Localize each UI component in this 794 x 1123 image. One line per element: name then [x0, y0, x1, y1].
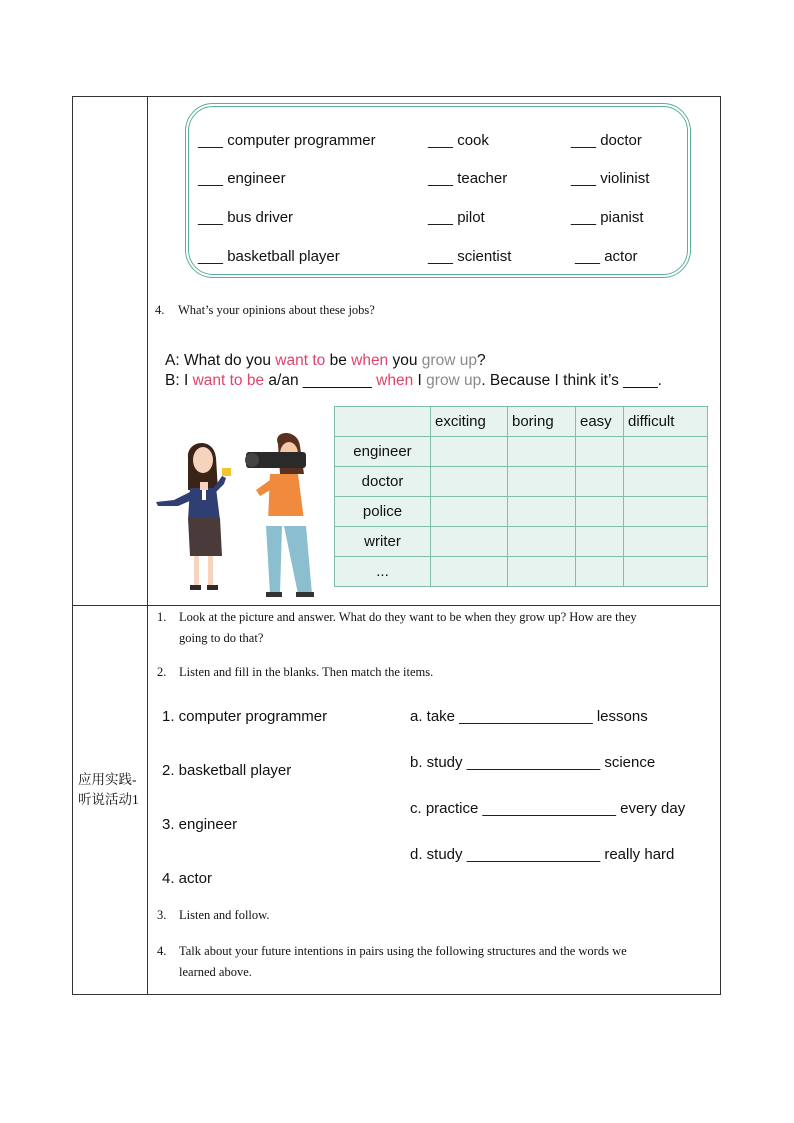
opinion-answer-cell[interactable]: [508, 557, 576, 587]
practice-q1-number: 1.: [157, 610, 167, 624]
opinion-row-label: writer: [335, 527, 431, 557]
job-item: ___ actor: [575, 248, 638, 265]
job-item: ___ doctor: [571, 132, 642, 149]
match-left-item-4: 4. actor: [162, 870, 213, 887]
opinion-header-cell: exciting: [431, 407, 508, 437]
opinion-answer-cell[interactable]: [576, 497, 624, 527]
practice-q3-text: Listen and follow.: [179, 908, 270, 922]
dialogue-a-when: when: [351, 352, 389, 369]
practice-q4-line1: Talk about your future intentions in pairs using the following structures and the words we: [179, 944, 627, 958]
opinion-answer-cell[interactable]: [431, 497, 508, 527]
practice-q3-number: 3.: [157, 908, 167, 922]
opinion-answer-cell[interactable]: [431, 557, 508, 587]
dialogue-b-want: want to be: [192, 372, 265, 389]
practice-q4-line2: learned above.: [179, 965, 252, 979]
practice-q1-line2: going to do that?: [179, 631, 264, 645]
opinion-answer-cell[interactable]: [576, 527, 624, 557]
opinion-answer-cell[interactable]: [431, 437, 508, 467]
opinion-answer-cell[interactable]: [624, 467, 708, 497]
opinion-answer-cell[interactable]: [508, 437, 576, 467]
job-item: ___ cook: [428, 132, 489, 149]
opinion-header-cell: easy: [576, 407, 624, 437]
opinion-header-cell: boring: [508, 407, 576, 437]
job-item: ___ computer programmer: [198, 132, 376, 149]
match-left-item-2: 2. basketball player: [162, 762, 292, 779]
opinion-table: [334, 406, 708, 587]
dialogue-a-want: want to: [275, 352, 326, 369]
opinion-answer-cell[interactable]: [508, 527, 576, 557]
opinion-row-label: engineer: [335, 437, 431, 467]
row-divider: [72, 605, 721, 606]
question-4-text: What’s your opinions about these jobs?: [178, 303, 375, 317]
match-right-item-d: d. study ________________ really hard: [410, 846, 675, 863]
opinion-answer-cell[interactable]: [508, 497, 576, 527]
opinion-row-label: doctor: [335, 467, 431, 497]
match-left-item-3: 3. engineer: [162, 816, 238, 833]
activity-label: 应用实践-听说活动1: [78, 772, 139, 807]
column-divider: [147, 96, 148, 995]
job-item: ___ pilot: [428, 209, 485, 226]
dialogue-a-grow: grow up: [421, 352, 477, 369]
job-item: ___ scientist: [428, 248, 512, 265]
opinion-row-label: police: [335, 497, 431, 527]
dialogue-b: [165, 372, 662, 390]
practice-q4-number: 4.: [157, 944, 167, 958]
match-right-item-c: c. practice ________________ every day: [410, 800, 686, 817]
reporter-figure: [156, 443, 231, 590]
dialogue-a: [165, 352, 486, 370]
opinion-answer-cell[interactable]: [576, 467, 624, 497]
opinion-answer-cell[interactable]: [508, 467, 576, 497]
opinion-answer-cell[interactable]: [624, 497, 708, 527]
dialogue-a-be: be: [325, 352, 352, 369]
opinion-answer-cell[interactable]: [624, 437, 708, 467]
opinion-header-cell: difficult: [624, 407, 708, 437]
dialogue-b-when: when: [376, 372, 414, 389]
practice-q1-line1: Look at the picture and answer. What do they want to be when they grow up? How are they: [179, 610, 637, 624]
job-item: ___ violinist: [571, 170, 650, 187]
practice-q2-number: 2.: [157, 665, 167, 679]
match-left-item-1: 1. computer programmer: [162, 708, 328, 725]
job-item: ___ engineer: [198, 170, 286, 187]
dialogue-a-text: A: What do you: [165, 352, 276, 369]
opinion-row-label: ...: [335, 557, 431, 587]
opinion-header-cell: [335, 407, 431, 437]
opinion-answer-cell[interactable]: [576, 437, 624, 467]
opinion-answer-cell[interactable]: [431, 467, 508, 497]
job-item: ___ bus driver: [198, 209, 294, 226]
practice-q2-text: Listen and fill in the blanks. Then match the items.: [179, 665, 434, 679]
dialogue-a-you: you: [388, 352, 422, 369]
opinion-answer-cell[interactable]: [576, 557, 624, 587]
dialogue-b-i: I: [413, 372, 427, 389]
dialogue-b-text: B: I: [165, 372, 193, 389]
dialogue-b-blank: a/an ________: [264, 372, 377, 389]
dialogue-b-end: . Because I think it’s ____.: [481, 372, 662, 389]
opinion-answer-cell[interactable]: [624, 527, 708, 557]
question-4-number: 4.: [155, 303, 165, 317]
job-item: ___ teacher: [428, 170, 508, 187]
cameraman-figure: [245, 433, 314, 597]
opinion-answer-cell[interactable]: [431, 527, 508, 557]
dialogue-b-grow: grow up: [426, 372, 482, 389]
job-item: ___ basketball player: [198, 248, 340, 265]
match-right-item-a: a. take ________________ lessons: [410, 708, 648, 725]
match-right-item-b: b. study ________________ science: [410, 754, 656, 771]
dialogue-a-end: ?: [476, 352, 486, 369]
job-item: ___ pianist: [571, 209, 644, 226]
opinion-answer-cell[interactable]: [624, 557, 708, 587]
reporter-and-cameraman-illustration: [152, 430, 317, 600]
